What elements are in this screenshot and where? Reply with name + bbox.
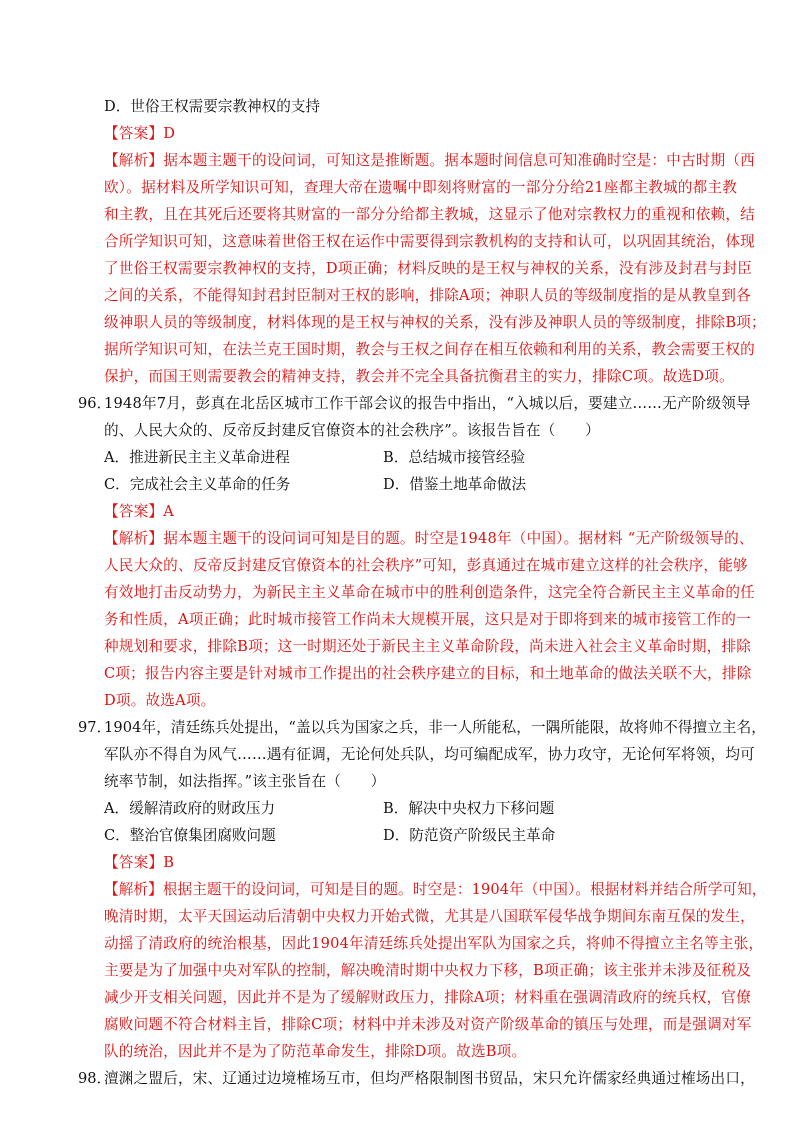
analysis-label: 【解析】 <box>104 530 164 547</box>
analysis-line: 腐败问题不符合材料主旨，排除C项；材料中并未涉及对资产阶级革命的镇压与处理，而是强调对军 <box>104 1016 752 1033</box>
answer-line <box>104 853 174 873</box>
analysis-line: 晚清时期，太平天国运动后清朝中央权力开始式微，尤其是八国联军侵华战争期间东南互保的发生， <box>104 908 755 925</box>
answer-value: D <box>163 125 176 142</box>
option-b: B．总结城市接管经验 <box>383 449 526 466</box>
analysis-line: C项；报告内容主要是针对城市工作提出的社会秩序建立的目标，和土地革命的做法关联不大，排除 <box>104 665 752 682</box>
answer-label: 【答案】 <box>104 125 164 142</box>
option-a: A．推进新民主主义革命进程 <box>104 449 290 466</box>
question-number: 97． <box>78 719 112 736</box>
analysis-line: 动摇了清政府的统治根基，因此1904年清廷练兵处提出军队为国家之兵，将帅不得擅立主名等主张， <box>104 935 764 952</box>
option-c: C．整治官僚集团腐败问题 <box>104 827 276 844</box>
analysis-line: 【解析】根据主题干的设问词，可知是目的题。时空是：1904年（中国）。根据材料并结合所学可知， <box>104 881 767 898</box>
answer-line <box>104 502 174 522</box>
prev-analysis-line: 了世俗王权需要宗教神权的支持，D项正确；材料反映的是王权与神权的关系，没有涉及封君与封臣 <box>104 260 753 277</box>
question-stem-line: 1948年7月，彭真在北岳区城市工作干部会议的报告中指出，“入城以后，要建立……无产阶级领导 <box>104 395 751 412</box>
analysis-line: 【解析】据本题主题干的设问词可知是目的题。时空是1948年（中国）。据材料 “无产阶级领导的、 <box>104 530 754 547</box>
analysis-line: 务和性质，A项正确；此时城市接管工作尚未大规模开展，这只是对于即将到来的城市接管工作的一 <box>104 611 751 628</box>
option-b: B．解决中央权力下移问题 <box>383 800 555 817</box>
analysis-line: D项。故选A项。 <box>104 692 216 709</box>
answer-label: 【答案】 <box>104 503 164 520</box>
analysis-line: 种规划和要求，排除B项；这一时期还处于新民主主义革命阶段，尚未进入社会主义革命时期，排除 <box>104 638 752 655</box>
option-d: D．防范资产阶级民主革命 <box>383 827 556 844</box>
question-stem-line: 的、人民大众的、反帝反封建反官僚资本的社会秩序”。该报告旨在（ ） <box>104 422 600 439</box>
prev-analysis-line: 保护，而国王则需要教会的精神支持，教会并不完全具备抗衡君主的实力，排除C项。故选D项。 <box>104 368 734 385</box>
question-stem-line: 统率节制，如法指挥。”该主张旨在（ ） <box>104 773 386 790</box>
analysis-line: 人民大众的、反帝反封建反官僚资本的社会秩序”可知，彭真通过在城市建立这样的社会秩序，能够 <box>104 557 748 574</box>
option-a: A．缓解清政府的财政压力 <box>104 800 276 817</box>
answer-label: 【答案】 <box>104 854 164 871</box>
analysis-label: 【解析】 <box>104 881 163 898</box>
analysis-line: 主要是为了加强中央对军队的控制，解决晚清时期中央权力下移，B项正确；该主张并未涉及征税及 <box>104 962 752 979</box>
option-d: D．借鉴土地革命做法 <box>383 476 527 493</box>
prev-answer-line <box>104 124 175 144</box>
analysis-line: 队的统治，因此并不是为了防范革命发生，排除D项。故选B项。 <box>104 1043 527 1060</box>
prev-analysis-line: 欧）。据材料及所学知识可知，查理大帝在遗嘱中即刻将财富的一部分分给21座都主教城的都主教 <box>104 179 738 196</box>
question-number: 96． <box>78 395 112 412</box>
option-c: C．完成社会主义革命的任务 <box>104 476 291 493</box>
question-number: 98． <box>78 1070 112 1087</box>
question-stem-line: 军队亦不得自为风气……遇有征调，无论何处兵队，均可编配成军，协力攻守，无论何军将领，均可 <box>104 746 755 763</box>
prev-option-d: D．世俗王权需要宗教神权的支持 <box>104 98 321 115</box>
analysis-line: 减少开支相关问题，因此并不是为了缓解财政压力，排除A项；材料重在强调清政府的统兵权，官僚 <box>104 989 751 1006</box>
prev-analysis-line: 【解析】据本题主题干的设问词，可知这是推断题。据本题时间信息可知准确时空是：中古时期（西 <box>104 152 755 169</box>
prev-analysis-line: 合所学知识可知，这意味着世俗王权在运作中需要得到宗教机构的支持和认可，以巩固其统治，体现 <box>104 233 755 250</box>
analysis-line: 有效地打击反动势力，为新民主主义革命在城市中的胜利创造条件，这完全符合新民主主义革命的任 <box>104 584 755 601</box>
prev-analysis-line: 据所学知识可知，在法兰克王国时期，教会与王权之间存在相互依赖和利用的关系，教会需要王权的 <box>104 341 755 358</box>
prev-analysis-line: 级神职人员的等级制度，材料体现的是王权与神权的关系，没有涉及神职人员的等级制度，排除B项； <box>104 314 766 331</box>
answer-value: A <box>163 503 174 520</box>
prev-analysis-line: 之间的关系，不能得知封君封臣制对王权的影响，排除A项；神职人员的等级制度指的是从教皇到各 <box>104 287 751 304</box>
question-stem-line: 澶渊之盟后，宋、辽通过边境榷场互市，但均严格限制图书贸品，宋只允许儒家经典通过榷场出口， <box>104 1070 755 1087</box>
analysis-label: 【解析】 <box>104 152 164 169</box>
prev-analysis-line: 和主教，且在其死后还要将其财富的一部分分给都主教城，这显示了他对宗教权力的重视和依赖，结 <box>104 206 755 223</box>
answer-value: B <box>163 854 175 871</box>
question-stem-line: 1904年，清廷练兵处提出，“盖以兵为国家之兵，非一人所能私，一隅所能限，故将帅不得擅立主名， <box>104 719 766 736</box>
